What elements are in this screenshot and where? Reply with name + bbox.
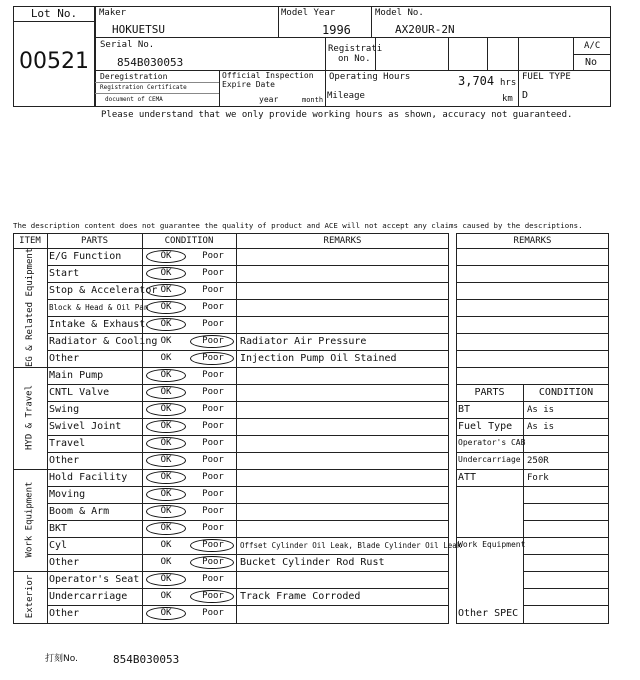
- poor-option: Poor: [202, 472, 224, 482]
- ok-option: OK: [160, 540, 172, 550]
- operating-hours-label: Operating Hours: [329, 72, 411, 82]
- registration-label-1: Registrati: [328, 44, 383, 54]
- model-no-value: AX20UR-2N: [395, 23, 455, 36]
- disclaimer: The description content does not guarantee the quality of product and ACE will not accept any claims caused by the descriptions.: [13, 221, 583, 230]
- poor-option: Poor: [202, 353, 224, 363]
- ok-selected-mark: [146, 250, 186, 263]
- ok-option: OK: [160, 472, 172, 482]
- hours-notice: Please understand that we only provide working hours as shown, accuracy not guaranteed.: [101, 110, 573, 120]
- table-row-part: BKT: [49, 523, 68, 534]
- table-row-part: Start: [49, 268, 80, 279]
- ok-option: OK: [160, 523, 172, 533]
- poor-option: Poor: [202, 285, 224, 295]
- remark-line: [456, 316, 609, 317]
- ok-option: OK: [160, 268, 172, 278]
- parts-row-line: [523, 520, 609, 521]
- row-divider: [47, 418, 449, 419]
- group-label: EG & Related Equipment: [24, 247, 35, 367]
- ok-option: OK: [160, 319, 172, 329]
- ok-option: OK: [160, 285, 172, 295]
- row-divider: [47, 520, 449, 521]
- poor-option: Poor: [202, 404, 224, 414]
- ok-option: OK: [160, 557, 172, 567]
- table-row-part: Hold Facility: [49, 472, 128, 483]
- poor-option: Poor: [202, 336, 224, 346]
- ok-option: OK: [160, 302, 172, 312]
- table-row-part: CNTL Valve: [49, 387, 110, 398]
- right-part-condition: As is: [527, 422, 555, 432]
- table-row-part: Operator's Seat: [49, 574, 140, 585]
- right-part-name: Operator's CAB: [458, 438, 526, 447]
- group-label: Work Equipment: [24, 481, 35, 558]
- table-row-part: Travel: [49, 438, 86, 449]
- inspection-label-1: Official Inspection: [222, 71, 314, 80]
- ok-option: OK: [160, 591, 172, 601]
- serial-label: Serial No.: [100, 40, 155, 50]
- remark-line: [456, 333, 609, 334]
- table-row-part: Moving: [49, 489, 86, 500]
- remark-line: [456, 367, 609, 368]
- table-row-part: E/G Function: [49, 251, 122, 262]
- poor-option: Poor: [202, 438, 224, 448]
- poor-option: Poor: [202, 319, 224, 329]
- group-divider: [13, 571, 449, 572]
- ac-label: A/C: [584, 41, 601, 51]
- ok-option: OK: [160, 608, 172, 618]
- parts-row-line: [456, 435, 609, 436]
- poor-option: Poor: [202, 540, 224, 550]
- ok-selected-mark: [146, 386, 186, 399]
- ok-selected-mark: [146, 522, 186, 535]
- ok-option: OK: [160, 438, 172, 448]
- parts-row-line: [456, 418, 609, 419]
- cema-label: document of CEMA: [105, 96, 163, 103]
- ok-option: OK: [160, 404, 172, 414]
- parts-row-line: [456, 469, 609, 470]
- model-year-label: Model Year: [281, 8, 336, 18]
- poor-option: Poor: [202, 574, 224, 584]
- row-divider: [47, 452, 449, 453]
- year-label: year: [259, 95, 279, 104]
- poor-selected-mark: [190, 352, 234, 365]
- remark-line: [456, 350, 609, 351]
- row-divider: [47, 333, 449, 334]
- table-row-part: Radiator & Cooling: [49, 336, 158, 347]
- fuel-type-label: FUEL TYPE: [522, 72, 571, 82]
- poor-option: Poor: [202, 370, 224, 380]
- ok-selected-mark: [146, 301, 186, 314]
- table-row-part: Other: [49, 353, 80, 364]
- right-condition-header: CONDITION: [538, 387, 594, 398]
- parts-row-line: [456, 537, 609, 538]
- ok-selected-mark: [146, 318, 186, 331]
- row-divider: [47, 401, 449, 402]
- table-row-part: Other: [49, 557, 80, 568]
- ok-selected-mark: [146, 607, 186, 620]
- row-divider: [47, 503, 449, 504]
- right-parts-header: PARTS: [474, 387, 505, 398]
- row-divider: [47, 316, 449, 317]
- right-part-name: Other SPEC: [458, 608, 519, 619]
- table-row-part: Undercarriage: [49, 591, 128, 602]
- row-divider: [47, 435, 449, 436]
- ok-option: OK: [160, 336, 172, 346]
- parts-row-line: [456, 486, 609, 487]
- group-divider: [13, 469, 449, 470]
- row-divider: [47, 299, 449, 300]
- poor-option: Poor: [202, 591, 224, 601]
- table-row-part: Other: [49, 608, 80, 619]
- fuel-type-value: D: [522, 90, 529, 101]
- lot-number: 00521: [19, 49, 89, 74]
- poor-option: Poor: [202, 523, 224, 533]
- parts-header-line: [456, 401, 609, 402]
- poor-selected-mark: [190, 590, 234, 603]
- table-row-part: Stop & Accelerator: [49, 285, 158, 296]
- poor-option: Poor: [202, 557, 224, 567]
- poor-selected-mark: [190, 556, 234, 569]
- poor-option: Poor: [202, 268, 224, 278]
- lot-label: Lot No.: [30, 7, 78, 20]
- ok-selected-mark: [146, 454, 186, 467]
- row-divider: [47, 384, 449, 385]
- table-row-remark: Offset Cylinder Oil Leak, Blade Cylinder Oil Leak: [240, 541, 462, 550]
- model-year-value: 1996: [322, 23, 351, 37]
- stamp-number-value: 854B030053: [113, 653, 180, 666]
- ok-selected-mark: [146, 471, 186, 484]
- table-row-remark: Injection Pump Oil Stained: [240, 353, 397, 364]
- ok-option: OK: [160, 421, 172, 431]
- right-part-name: ATT: [458, 472, 477, 483]
- row-divider: [47, 350, 449, 351]
- mileage-label: Mileage: [327, 91, 365, 101]
- remark-line: [456, 265, 609, 266]
- maker-label: Maker: [99, 8, 127, 18]
- ok-option: OK: [160, 353, 172, 363]
- col-header-condition: CONDITION: [164, 236, 214, 246]
- right-part-name: Fuel Type: [458, 421, 513, 432]
- table-row-part: Main Pump: [49, 370, 104, 381]
- remark-line: [456, 282, 609, 283]
- registration-label-2: on No.: [338, 54, 371, 64]
- right-part-condition: 250R: [527, 456, 549, 466]
- row-divider: [47, 537, 449, 538]
- right-part-name: BT: [458, 404, 471, 415]
- parts-row-line: [523, 554, 609, 555]
- col-header-remarks: REMARKS: [323, 236, 362, 246]
- ok-selected-mark: [146, 369, 186, 382]
- dereg-label: Deregistration: [100, 72, 168, 81]
- right-part-name: Undercarriage: [458, 455, 521, 464]
- parts-row-line: [523, 605, 609, 606]
- row-divider: [47, 554, 449, 555]
- poor-option: Poor: [202, 489, 224, 499]
- ok-selected-mark: [146, 573, 186, 586]
- right-part-name: Work Equipment: [458, 540, 526, 549]
- km-unit: km: [502, 94, 513, 104]
- col-header-item: ITEM: [19, 236, 41, 246]
- table-row-remark: Track Frame Corroded: [240, 591, 361, 602]
- poor-option: Poor: [202, 455, 224, 465]
- ok-option: OK: [160, 387, 172, 397]
- table-row-part: Intake & Exhaust: [49, 319, 146, 330]
- col-header-parts: PARTS: [80, 236, 109, 246]
- parts-row-line: [523, 503, 609, 504]
- right-part-condition: As is: [527, 405, 555, 415]
- row-divider: [47, 605, 449, 606]
- row-divider: [47, 282, 449, 283]
- group-label: HYD & Travel: [24, 384, 35, 451]
- poor-option: Poor: [202, 387, 224, 397]
- ok-selected-mark: [146, 403, 186, 416]
- ok-option: OK: [160, 251, 172, 261]
- ok-selected-mark: [146, 267, 186, 280]
- ok-option: OK: [160, 574, 172, 584]
- inspection-label-2: Expire Date: [222, 80, 275, 89]
- poor-option: Poor: [202, 421, 224, 431]
- group-divider: [13, 367, 449, 368]
- row-divider: [47, 486, 449, 487]
- poor-option: Poor: [202, 608, 224, 618]
- table-row-part: Other: [49, 455, 80, 466]
- table-row-part: Swivel Joint: [49, 421, 122, 432]
- serial-value: 854B030053: [117, 56, 184, 69]
- row-divider: [47, 265, 449, 266]
- ok-selected-mark: [146, 488, 186, 501]
- ok-option: OK: [160, 506, 172, 516]
- table-row-remark: Bucket Cylinder Rod Rust: [240, 557, 385, 568]
- poor-option: Poor: [202, 506, 224, 516]
- stamp-number-label: 打刻No.: [45, 654, 78, 664]
- ok-option: OK: [160, 370, 172, 380]
- operating-hours-value: 3,704: [458, 74, 495, 88]
- ok-option: OK: [160, 489, 172, 499]
- hrs-unit: hrs: [500, 78, 517, 88]
- table-row-remark: Radiator Air Pressure: [240, 336, 367, 347]
- poor-selected-mark: [190, 335, 234, 348]
- table-row-part: Cyl: [49, 540, 68, 551]
- right-remarks-header: REMARKS: [513, 236, 552, 246]
- ac-value: No: [585, 57, 598, 68]
- poor-selected-mark: [190, 539, 234, 552]
- table-row-part: Swing: [49, 404, 80, 415]
- ok-selected-mark: [146, 437, 186, 450]
- maker-value: HOKUETSU: [112, 23, 165, 36]
- dereg-sub-label: Registration Certificate: [100, 84, 187, 91]
- poor-option: Poor: [202, 251, 224, 261]
- parts-row-line: [523, 588, 609, 589]
- ok-selected-mark: [146, 284, 186, 297]
- table-row-part: Block & Head & Oil Pan: [49, 303, 149, 312]
- model-no-label: Model No.: [375, 8, 424, 18]
- group-label: Exterior: [24, 574, 35, 618]
- ok-selected-mark: [146, 420, 186, 433]
- poor-option: Poor: [202, 302, 224, 312]
- ok-option: OK: [160, 455, 172, 465]
- remark-line: [456, 299, 609, 300]
- parts-row-line: [523, 571, 609, 572]
- row-divider: [47, 588, 449, 589]
- right-part-condition: Fork: [527, 473, 549, 483]
- table-row-part: Boom & Arm: [49, 506, 110, 517]
- parts-row-line: [456, 452, 609, 453]
- ok-selected-mark: [146, 505, 186, 518]
- month-label: month: [302, 96, 324, 104]
